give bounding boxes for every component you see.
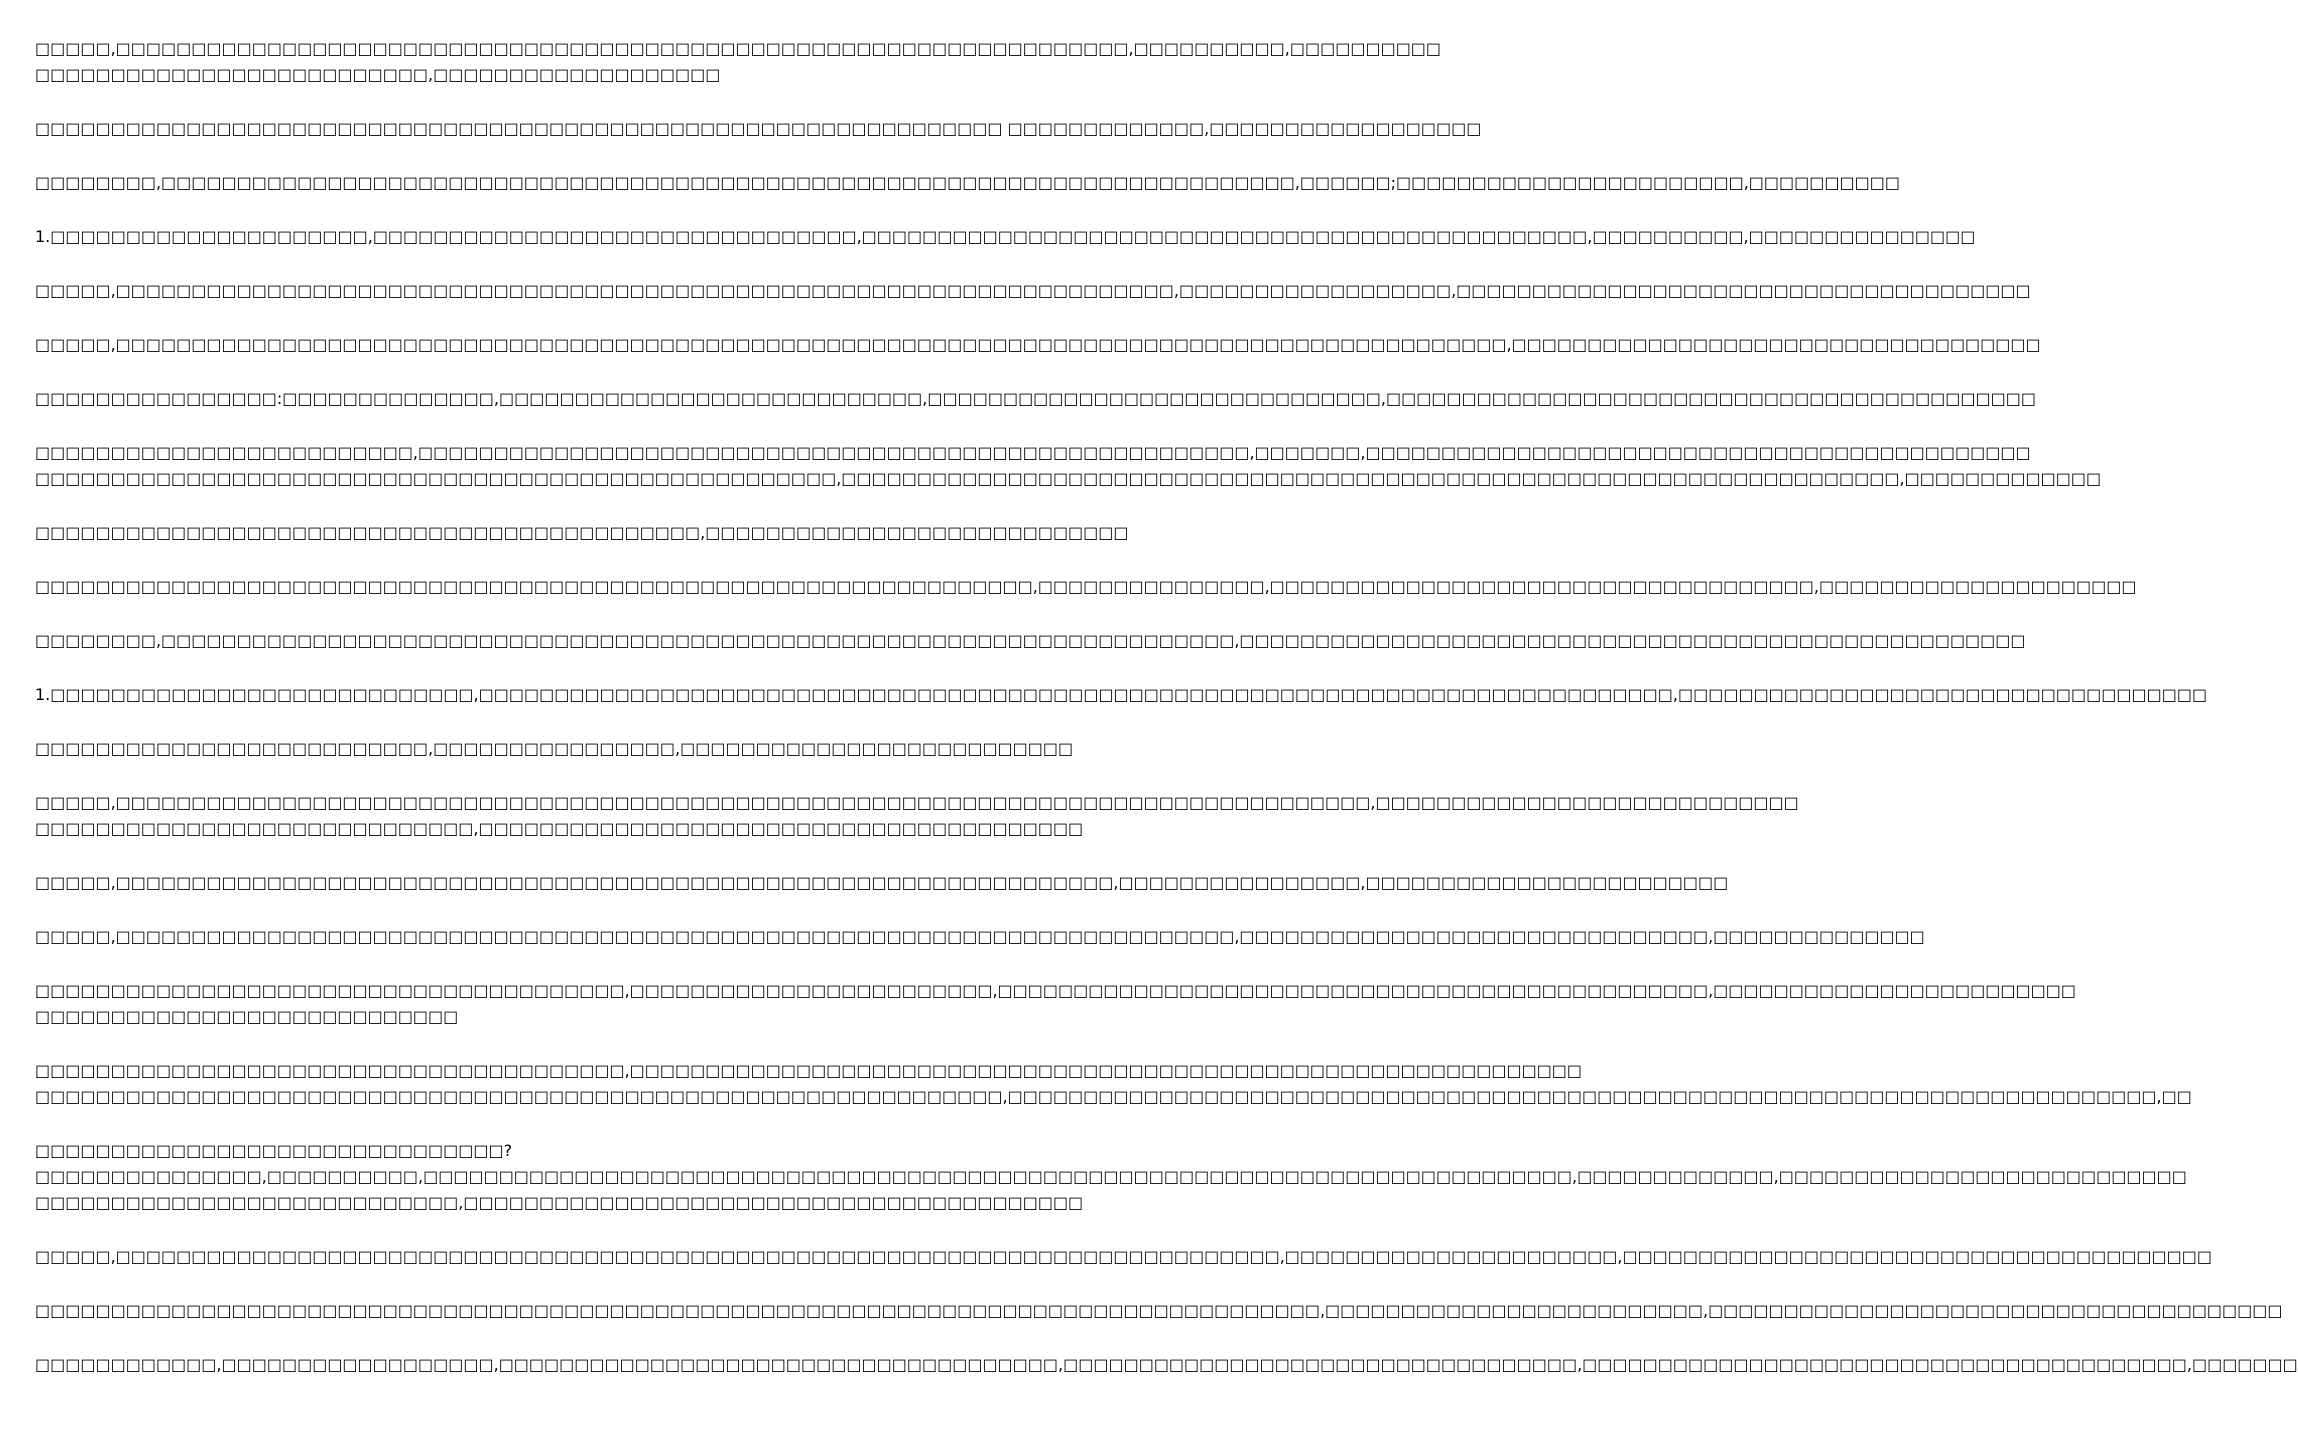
paragraph-line: □□□□□□□□□□□□□□□□□□□□□□□□□□□□□□□?: [35, 1141, 513, 1160]
paragraph-line: □□□□□□□□□□□□□□□□□□□□□□□□□□□□□□□□□□□□□□□□□□□□□□□□□□□□□,□□□□□□□□□□□□□□□□□□□□□□□□□□□□□□□□□□□□□□□□□□□□□□□□□□□□□□□□□□□□□□□□□□□□□□,□□□□□□□□□□□□□: [35, 469, 2102, 488]
paragraph-line: □□□□□,□□□□□□□□□□□□□□□□□□□□□□□□□□□□□□□□□□□□□□□□□□□□□□□□□□□□□□□□□□□□□□□□□□□□□□□□□□□□□□□□□□□□□□□□□□□□,□□□□□□□□□□□□□□□□□□□□□□□□□□□□□□□□□□□: [35, 335, 2041, 354]
paragraph-line: □□□□□□□□□□□□□□□□□□□□□□□□□,□□□□□□□□□□□□□□□□□□□□□□□□□□□□□□□□□□□□□□□□□□□□□□□□□□□□□□□,□□□□□□□,□□□□□□□□□□□□□□□□□□□□□□□□□□□□□□□□□□□□□□□□□□□□: [35, 443, 2031, 462]
paragraph-17: [35, 978, 2076, 1030]
paragraph-line: □□□□□□□□□□□□□□□□□□□□□□□□□□□□,□□□□□□□□□□□□□□□□□□□□□□□□□□□□□□□□□□□□□□□□□: [35, 1193, 1084, 1212]
paragraph-line: □□□□□□□□□□□□□□□□□□□□□□□□□□□□□□□□□□□□□□□□□□□□□□□□□□□□□□□□□□□□□□□□,□□□□□□□□□□□□□□□□□□□□□□□□□□□□□□□□□□□□□□□□□□□□□□□□□□□□□□□□□□□□□□□□□□□□□□□□□□□□,□□: [35, 1087, 2192, 1106]
paragraph-line: □□□□□□□□□□□□□□□□□□□□□□□□□□□□□□□□□□□□□□□□□□□□□□□□□□□□□□□□□□□□□□□□□□,□□□□□□□□□□□□□□□,□□□□□□□□□□□□□□□□□□□□□□□□□□□□□□□□□□□□,□□□□□□□□□□□□□□□□□□□□□: [35, 577, 2137, 596]
paragraph-18: [35, 1058, 2192, 1110]
paragraph-11: [35, 628, 2026, 654]
paragraph-14: [35, 790, 1799, 842]
paragraph-9: [35, 520, 1129, 546]
paragraph-line: □□□□□□□□□□□□□□□□□□□□□□□□□□,□□□□□□□□□□□□□□□□□□□: [35, 65, 721, 84]
paragraph-line: □□□□□□□□,□□□□□□□□□□□□□□□□□□□□□□□□□□□□□□□□□□□□□□□□□□□□□□□□□□□□□□□□□□□□□□□□□□□□□□□□□□□,□□□□□□;□□□□□□□□□□□□□□□□□□□□□□□,□□□□□□□□□□: [35, 173, 1900, 192]
paragraph-line: □□□□□□□□□□□□□□□□□□□□□□□□□□,□□□□□□□□□□□□□□□□,□□□□□□□□□□□□□□□□□□□□□□□□□□: [35, 739, 1074, 758]
paragraph-16: [35, 924, 1925, 950]
paragraph-2: [35, 116, 1482, 142]
paragraph-line: □□□□□□□□□□□□□□□□□□□□□□□□□□□□□□□□□□□□□□□,□□□□□□□□□□□□□□□□□□□□□□□□,□□□□□□□□□□□□□□□□□□□□□□□□□□□□□□□□□□□□□□□□□□□□□□□,□□□□□□□□□□□□□□□□□□□□□□□□: [35, 981, 2076, 1000]
paragraph-line: □□□□□□□□□□□□,□□□□□□□□□□□□□□□□□□,□□□□□□□□□□□□□□□□□□□□□□□□□□□□□□□□□□□□□,□□□□□□□□□□□□□□□□□□□□□□□□□□□□□□□□□□,□□□□□□□□□□□□□□□□□□□□□□□□□□□□□□□□□□□□□□□□,□□□□□□□: [35, 1355, 2298, 1374]
paragraph-line: □□□□□□□□□□□□□□□□□□□□□□□□□□□□: [35, 1007, 459, 1026]
paragraph-line: □□□□□□□□□□□□□□□,□□□□□□□□□□,□□□□□□□□□□□□□□□□□□□□□□□□□□□□□□□□□□□□□□□□□□□□□□□□□□□□□□□□□□□□□□□□□□□□□□□□□□□□,□□□□□□□□□□□□□,□□□□□□□□□□□□□□□□□□□□□□□□□□□: [35, 1167, 2187, 1186]
paragraph-21: [35, 1298, 2283, 1324]
paragraph-20: [35, 1244, 2213, 1270]
paragraph-10: [35, 574, 2137, 600]
paragraph-line: □□□□□□□□□□□□□□□□□□□□□□□□□□□□□□□□□□□□□□□□□□□□,□□□□□□□□□□□□□□□□□□□□□□□□□□□□: [35, 523, 1129, 542]
paragraph-line: □□□□□,□□□□□□□□□□□□□□□□□□□□□□□□□□□□□□□□□□□□□□□□□□□□□□□□□□□□□□□□□□□□□□□□□□□□□□□□□□□□□,□□□□□□□□□□□□□□□□□□□□□□,□□□□□□□□□□□□□□□□□□□□□□□□□□□□□□□□□□□□□□□: [35, 1247, 2213, 1266]
paragraph-19: [35, 1138, 2187, 1216]
paragraph-1: [35, 36, 1442, 88]
paragraph-line: □□□□□□□□□□□□□□□□:□□□□□□□□□□□□□□,□□□□□□□□□□□□□□□□□□□□□□□□□□□□,□□□□□□□□□□□□□□□□□□□□□□□□□□□□□□,□□□□□□□□□□□□□□□□□□□□□□□□□□□□□□□□□□□□□□□□□□□: [35, 389, 2036, 408]
paragraph-line: □□□□□,□□□□□□□□□□□□□□□□□□□□□□□□□□□□□□□□□□□□□□□□□□□□□□□□□□□□□□□□□□□□□□□□□□□□□□□□□□,□□□□□□□□□□□□□□□□□□□□□□□□□□□□□□□,□□□□□□□□□□□□□□: [35, 927, 1925, 946]
paragraph-line: □□□□□□□□□□□□□□□□□□□□□□□□□□□□□,□□□□□□□□□□□□□□□□□□□□□□□□□□□□□□□□□□□□□□□□: [35, 819, 1084, 838]
paragraph-6: [35, 332, 2041, 358]
paragraph-line: □□□□□,□□□□□□□□□□□□□□□□□□□□□□□□□□□□□□□□□□□□□□□□□□□□□□□□□□□□□□□□□□□□□□□□□□□,□□□□□□□□□□,□□□□□□□□□□: [35, 39, 1442, 58]
paragraph-12: [35, 682, 2208, 708]
paragraph-line: 1.□□□□□□□□□□□□□□□□□□□□□,□□□□□□□□□□□□□□□□□□□□□□□□□□□□□□□□,□□□□□□□□□□□□□□□□□□□□□□□□□□□□□□□□□□□□□□□□□□□□□□□□,□□□□□□□□□□,□□□□□□□□□□□□□□□: [35, 227, 1976, 246]
paragraph-line: □□□□□□□□□□□□□□□□□□□□□□□□□□□□□□□□□□□□□□□□□□□□□□□□□□□□□□□□□□□□□□□□ □□□□□□□□□□□□□,□□□□□□□□□□□□□□□□□□: [35, 119, 1482, 138]
paragraph-line: □□□□□,□□□□□□□□□□□□□□□□□□□□□□□□□□□□□□□□□□□□□□□□□□□□□□□□□□□□□□□□□□□□□□□□□□□□□□,□□□□□□□□□□□□□□□□□□,□□□□□□□□□□□□□□□□□□□□□□□□□□□□□□□□□□□□□□: [35, 281, 2031, 300]
paragraph-15: [35, 870, 1729, 896]
paragraph-line: 1.□□□□□□□□□□□□□□□□□□□□□□□□□□□□,□□□□□□□□□□□□□□□□□□□□□□□□□□□□□□□□□□□□□□□□□□□□□□□□□□□□□□□□□□□□□□□□□□□□□□□□□□□□□□□,□□□□□□□□□□□□□□□□□□□□□□□□□□□□□□□□□□□: [35, 685, 2208, 704]
paragraph-5: [35, 278, 2031, 304]
paragraph-3: [35, 170, 1900, 196]
paragraph-line: □□□□□□□□,□□□□□□□□□□□□□□□□□□□□□□□□□□□□□□□□□□□□□□□□□□□□□□□□□□□□□□□□□□□□□□□□□□□□□□□,□□□□□□□□□□□□□□□□□□□□□□□□□□□□□□□□□□□□□□□□□□□□□□□□□□□□: [35, 631, 2026, 650]
paragraph-7: [35, 386, 2036, 412]
paragraph-line: □□□□□□□□□□□□□□□□□□□□□□□□□□□□□□□□□□□□□□□□□□□□□□□□□□□□□□□□□□□□□□□□□□□□□□□□□□□□□□□□□□□□□,□□□□□□□□□□□□□□□□□□□□□□□□□,□□□□□□□□□□□□□□□□□□□□□□□□□□□□□□□□□□□□□□: [35, 1301, 2283, 1320]
paragraph-4: [35, 224, 1976, 250]
paragraph-line: □□□□□,□□□□□□□□□□□□□□□□□□□□□□□□□□□□□□□□□□□□□□□□□□□□□□□□□□□□□□□□□□□□□□□□□□□□□□□□□□□□□□□□□□□,□□□□□□□□□□□□□□□□□□□□□□□□□□□□: [35, 793, 1799, 812]
paragraph-13: [35, 736, 1074, 762]
paragraph-line: □□□□□,□□□□□□□□□□□□□□□□□□□□□□□□□□□□□□□□□□□□□□□□□□□□□□□□□□□□□□□□□□□□□□□□□□,□□□□□□□□□□□□□□□□,□□□□□□□□□□□□□□□□□□□□□□□□: [35, 873, 1729, 892]
paragraph-22: [35, 1352, 2298, 1378]
paragraph-line: □□□□□□□□□□□□□□□□□□□□□□□□□□□□□□□□□□□□□□□,□□□□□□□□□□□□□□□□□□□□□□□□□□□□□□□□□□□□□□□□□□□□□□□□□□□□□□□□□□□□□□□: [35, 1061, 1583, 1080]
paragraph-8: [35, 440, 2102, 492]
document-body: [35, 36, 2298, 1406]
